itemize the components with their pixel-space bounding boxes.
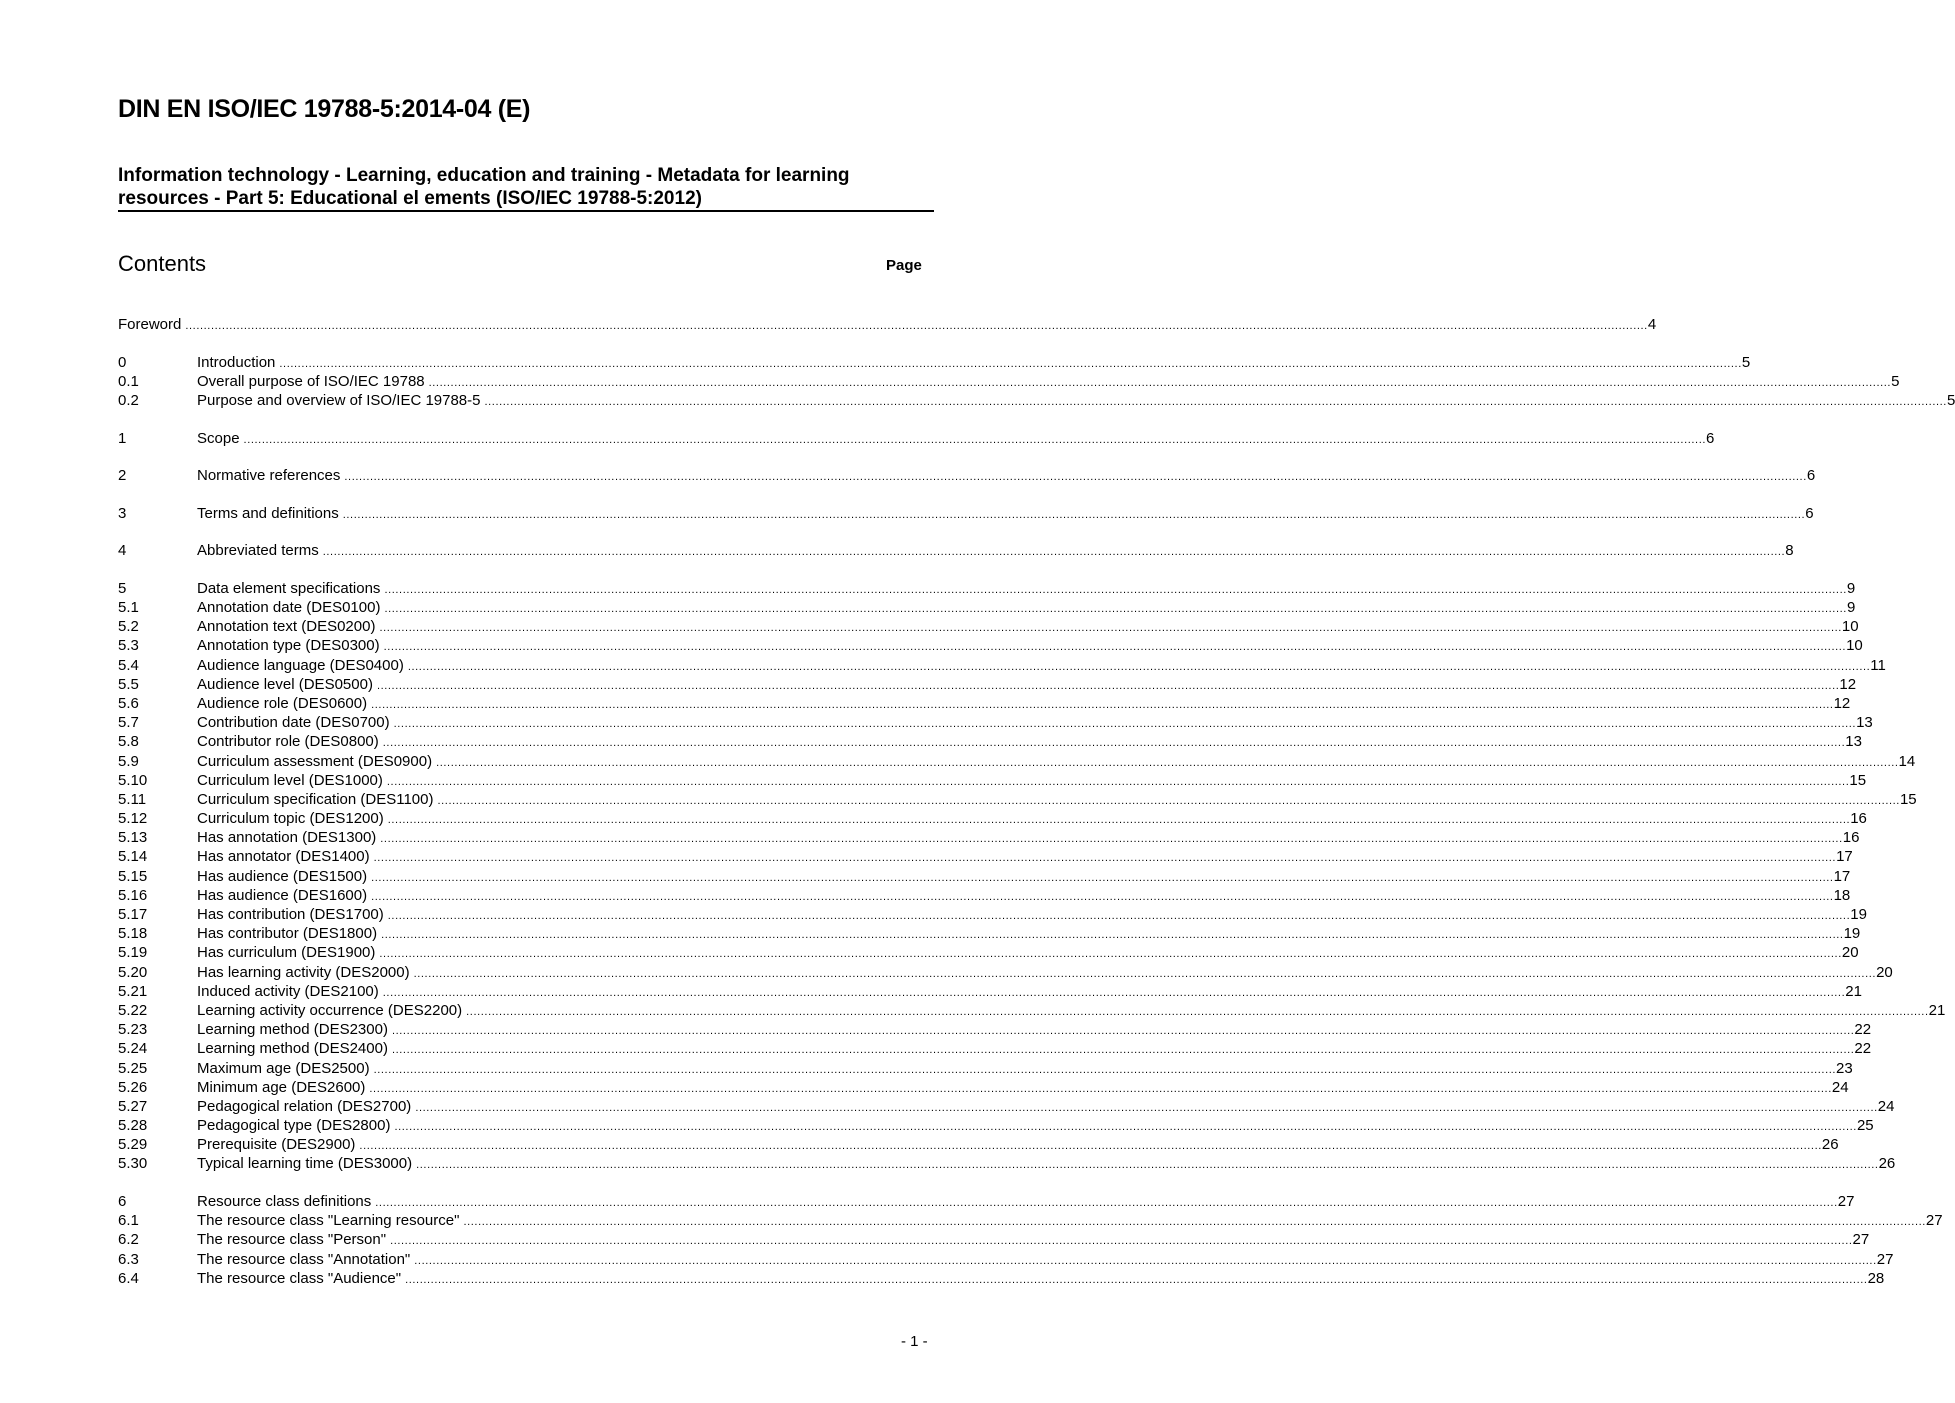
toc-entry[interactable]	[118, 886, 1851, 905]
toc-entry-title: Learning method (DES2300)	[197, 1021, 388, 1039]
toc-entry-number: 5.13	[118, 829, 148, 847]
toc-entry-page: 17	[1833, 867, 1851, 885]
toc-entry-number: 2	[118, 467, 127, 485]
toc-entry-title: Has curriculum (DES1900)	[197, 944, 376, 962]
toc-entry-page: 11	[1870, 656, 1886, 674]
toc-entry[interactable]	[118, 598, 1856, 617]
toc-entry-page: 18	[1833, 886, 1851, 904]
toc-entry-page: 6	[1706, 429, 1715, 447]
dot-leader: ................................................................................................................................................................................................................................................................................................................................................................................................................	[484, 395, 1947, 408]
toc-entry-title: The resource class "Learning resource"	[197, 1212, 460, 1230]
document-subtitle	[118, 164, 918, 210]
toc-entry-page: 8	[1785, 542, 1794, 560]
toc-entry-title: Contributor role (DES0800)	[197, 733, 379, 751]
dot-leader: ................................................................................................................................................................................................................................................................................................................................................................................................................	[380, 833, 1843, 846]
toc-entry-title: The resource class "Person"	[197, 1231, 387, 1249]
toc-entry-title: Purpose and overview of ISO/IEC 19788-5	[197, 391, 481, 409]
toc-entry-title: Typical learning time (DES3000)	[197, 1155, 413, 1173]
dot-leader: ................................................................................................................................................................................................................................................................................................................................................................................................................	[383, 641, 1847, 654]
toc-entry[interactable]	[118, 1116, 1874, 1135]
toc-entry-title: Normative references	[197, 467, 341, 485]
toc-entry-page: 20	[1876, 963, 1893, 981]
toc-entry[interactable]	[118, 847, 1853, 866]
toc-entry-number: 5.2	[118, 618, 139, 636]
toc-entry-number: 5.27	[118, 1097, 148, 1115]
toc-entry[interactable]	[118, 809, 1867, 828]
footer-page-number: - 1 -	[901, 1333, 928, 1350]
toc-entry-number: 5.15	[118, 867, 148, 885]
toc-entry-title: Learning method (DES2400)	[197, 1040, 388, 1058]
toc-entry-title: Contribution date (DES0700)	[197, 714, 390, 732]
toc-entry-foreword[interactable]	[118, 315, 1657, 334]
dot-leader: ................................................................................................................................................................................................................................................................................................................................................................................................................	[415, 1101, 1878, 1114]
toc-entry-title: Audience role (DES0600)	[197, 694, 368, 712]
toc-entry[interactable]	[118, 1192, 1855, 1211]
toc-entry-number: 5.3	[118, 637, 139, 655]
toc-entry-number: 5.29	[118, 1136, 148, 1154]
contents-heading: Contents	[118, 251, 207, 276]
toc-entry[interactable]	[118, 579, 1856, 598]
toc-entry[interactable]	[118, 1097, 1895, 1116]
toc-entry[interactable]	[118, 429, 1715, 448]
dot-leader: ................................................................................................................................................................................................................................................................................................................................................................................................................	[384, 603, 1847, 616]
toc-entry-page: 27	[1852, 1231, 1870, 1249]
toc-entry-page: 24	[1877, 1097, 1895, 1115]
dot-leader: ................................................................................................................................................................................................................................................................................................................................................................................................................	[279, 357, 1742, 370]
toc-entry-number: 6	[118, 1193, 127, 1211]
page-column-label: Page	[886, 257, 922, 274]
toc-entry-title: The resource class "Audience"	[197, 1269, 402, 1287]
toc-entry[interactable]	[118, 943, 1859, 962]
dot-leader: ................................................................................................................................................................................................................................................................................................................................................................................................................	[371, 698, 1834, 711]
dot-leader: ................................................................................................................................................................................................................................................................................................................................................................................................................	[381, 929, 1844, 942]
toc-entry[interactable]	[118, 982, 1862, 1001]
dot-leader: ................................................................................................................................................................................................................................................................................................................................................................................................................	[369, 1082, 1832, 1095]
toc-entry-title: Pedagogical relation (DES2700)	[197, 1097, 412, 1115]
dot-leader: ................................................................................................................................................................................................................................................................................................................................................................................................................	[371, 871, 1834, 884]
toc-entry-number: 5.17	[118, 906, 148, 924]
toc-entry[interactable]	[118, 617, 1859, 636]
toc-entry-title: Has audience (DES1500)	[197, 867, 368, 885]
dot-leader: ................................................................................................................................................................................................................................................................................................................................................................................................................	[405, 1273, 1868, 1286]
toc-entry-title: Learning activity occurrence (DES2200)	[197, 1001, 463, 1019]
toc-entry-title: Foreword	[118, 316, 182, 333]
toc-entry-number: 5.9	[118, 752, 139, 770]
toc-entry-title: Has learning activity (DES2000)	[197, 963, 410, 981]
dot-leader: ................................................................................................................................................................................................................................................................................................................................................................................................................	[391, 1044, 1855, 1057]
toc-entry-number: 0.2	[118, 391, 139, 409]
dot-leader: ................................................................................................................................................................................................................................................................................................................................................................................................................	[436, 756, 1899, 769]
toc-entry-page: 10	[1841, 618, 1859, 636]
toc-entry[interactable]	[118, 1078, 1849, 1097]
toc-entry[interactable]	[118, 391, 1955, 410]
toc-entry-number: 5.7	[118, 714, 139, 732]
toc-entry-page: 12	[1833, 694, 1851, 712]
toc-entry-number: 5.28	[118, 1117, 148, 1135]
toc-entry-page: 14	[1898, 752, 1916, 770]
toc-entry-page: 6	[1806, 467, 1816, 485]
toc-entry-title: Overall purpose of ISO/IEC 19788	[197, 372, 425, 390]
toc-entry-title: Pedagogical type (DES2800)	[197, 1117, 391, 1135]
toc-entry-title: Annotation date (DES0100)	[197, 599, 381, 617]
toc-entry-number: 5.1	[118, 599, 139, 617]
dot-leader: ................................................................................................................................................................................................................................................................................................................................................................................................................	[413, 967, 1877, 980]
dot-leader: ................................................................................................................................................................................................................................................................................................................................................................................................................	[386, 775, 1850, 788]
dot-leader: ................................................................................................................................................................................................................................................................................................................................................................................................................	[428, 376, 1892, 389]
toc-entry[interactable]	[118, 924, 1861, 943]
toc-entry-page: 20	[1841, 944, 1859, 962]
toc-entry-number: 5.25	[118, 1059, 148, 1077]
toc-entry-page: 13	[1845, 733, 1862, 751]
toc-entry-title: Curriculum assessment (DES0900)	[197, 752, 433, 770]
dot-leader: ................................................................................................................................................................................................................................................................................................................................................................................................................	[407, 660, 1871, 673]
toc-entry-page: 22	[1854, 1021, 1872, 1039]
dot-leader: ................................................................................................................................................................................................................................................................................................................................................................................................................	[391, 1025, 1855, 1038]
toc-entry[interactable]	[118, 1230, 1870, 1249]
toc-entry-number: 5.26	[118, 1078, 148, 1096]
toc-entry-number: 5.20	[118, 963, 148, 981]
toc-entry-page: 28	[1867, 1269, 1885, 1287]
toc-entry-page: 13	[1856, 714, 1873, 732]
toc-entry-number: 5.24	[118, 1040, 148, 1058]
toc-entry-page: 19	[1850, 906, 1867, 924]
toc-entry-number: 5.18	[118, 925, 148, 943]
toc-entry-number: 5.5	[118, 675, 139, 693]
toc-entry[interactable]	[118, 466, 1816, 485]
toc-entry[interactable]	[118, 1135, 1839, 1154]
toc-entry-title: The resource class "Annotation"	[197, 1250, 411, 1268]
toc-entry-number: 5.10	[118, 771, 148, 789]
dot-leader: ................................................................................................................................................................................................................................................................................................................................................................................................................	[384, 583, 1847, 596]
toc-entry-page: 5	[1741, 353, 1751, 371]
toc-entry-number: 5.11	[118, 790, 147, 808]
dot-leader: ................................................................................................................................................................................................................................................................................................................................................................................................................	[344, 471, 1807, 484]
toc-entry-number: 6.3	[118, 1250, 139, 1268]
table-of-contents	[118, 315, 1955, 1306]
toc-entry-page: 23	[1836, 1059, 1853, 1077]
toc-entry-number: 5.14	[118, 848, 148, 866]
toc-entry-title: Data element specifications	[197, 579, 381, 597]
dot-leader: ................................................................................................................................................................................................................................................................................................................................................................................................................	[414, 1254, 1877, 1267]
toc-entry-page: 27	[1837, 1193, 1855, 1211]
toc-entry-page: 27	[1925, 1212, 1943, 1230]
toc-entry-title: Has contributor (DES1800)	[197, 925, 378, 943]
toc-entry-page: 21	[1928, 1001, 1946, 1019]
toc-group-0	[118, 353, 1955, 411]
toc-entry-page: 21	[1845, 982, 1862, 1000]
toc-entry-number: 5.4	[118, 656, 139, 674]
toc-group-5	[118, 579, 1946, 1174]
toc-entry-title: Has audience (DES1600)	[197, 886, 368, 904]
document-title: DIN EN ISO/IEC 19788-5:2014-04 (E)	[118, 95, 531, 123]
toc-entry-page: 19	[1843, 925, 1861, 943]
toc-entry-number: 5.16	[118, 886, 148, 904]
toc-entry-title: Curriculum level (DES1000)	[197, 771, 383, 789]
toc-entry-page: 15	[1899, 790, 1917, 808]
toc-entry-page: 12	[1839, 675, 1857, 693]
toc-entry[interactable]	[118, 771, 1867, 790]
toc-group-4	[118, 541, 1794, 560]
toc-entry-title: Has contribution (DES1700)	[197, 906, 384, 924]
dot-leader: ................................................................................................................................................................................................................................................................................................................................................................................................................	[185, 320, 1648, 332]
toc-entry[interactable]	[118, 372, 1900, 391]
toc-entry[interactable]	[118, 732, 1862, 751]
toc-entry-title: Maximum age (DES2500)	[197, 1059, 370, 1077]
dot-leader: ................................................................................................................................................................................................................................................................................................................................................................................................................	[373, 1063, 1837, 1076]
toc-group-foreword	[118, 315, 1657, 334]
toc-entry[interactable]	[118, 1154, 1896, 1173]
dot-leader: ................................................................................................................................................................................................................................................................................................................................................................................................................	[379, 948, 1842, 961]
toc-entry-title: Has annotation (DES1300)	[197, 829, 377, 847]
toc-group-6	[118, 1192, 1943, 1288]
toc-entry-title: Introduction	[197, 353, 276, 371]
toc-entry[interactable]	[118, 752, 1916, 771]
toc-entry-number: 0.1	[118, 372, 139, 390]
toc-entry-page: 4	[1647, 316, 1657, 333]
toc-entry-number: 5.12	[118, 810, 148, 828]
toc-group-1	[118, 429, 1715, 448]
dot-leader: ................................................................................................................................................................................................................................................................................................................................................................................................................	[466, 1005, 1929, 1018]
toc-entry[interactable]	[118, 1211, 1943, 1230]
toc-entry[interactable]	[118, 1059, 1853, 1078]
toc-entry-page: 24	[1831, 1078, 1849, 1096]
toc-entry[interactable]	[118, 1001, 1946, 1020]
toc-entry[interactable]	[118, 713, 1873, 732]
dot-leader: ................................................................................................................................................................................................................................................................................................................................................................................................................	[373, 852, 1837, 865]
dot-leader: ................................................................................................................................................................................................................................................................................................................................................................................................................	[463, 1216, 1926, 1229]
toc-entry[interactable]	[118, 828, 1860, 847]
toc-entry[interactable]	[118, 541, 1794, 560]
toc-entry[interactable]	[118, 353, 1751, 372]
toc-entry-page: 15	[1849, 771, 1867, 789]
toc-entry-title: Resource class definitions	[197, 1193, 372, 1211]
toc-entry-title: Annotation type (DES0300)	[197, 637, 380, 655]
toc-entry-page: 22	[1854, 1040, 1872, 1058]
toc-entry-title: Curriculum topic (DES1200)	[197, 810, 384, 828]
toc-entry-number: 5.22	[118, 1001, 148, 1019]
toc-entry-page: 10	[1846, 637, 1863, 655]
toc-entry-page: 26	[1821, 1136, 1839, 1154]
dot-leader: ................................................................................................................................................................................................................................................................................................................................................................................................................	[243, 433, 1707, 446]
toc-entry[interactable]	[118, 1269, 1885, 1288]
toc-entry[interactable]	[118, 963, 1893, 982]
toc-entry-title: Prerequisite (DES2900)	[197, 1136, 356, 1154]
dot-leader: ................................................................................................................................................................................................................................................................................................................................................................................................................	[375, 1197, 1838, 1210]
toc-entry-page: 26	[1878, 1155, 1896, 1173]
toc-entry-number: 6.4	[118, 1269, 139, 1287]
toc-entry-number: 1	[118, 429, 127, 447]
toc-entry-number: 5.6	[118, 694, 139, 712]
toc-entry-number: 5.23	[118, 1021, 148, 1039]
dot-leader: ................................................................................................................................................................................................................................................................................................................................................................................................................	[376, 679, 1840, 692]
dot-leader: ................................................................................................................................................................................................................................................................................................................................................................................................................	[382, 986, 1846, 999]
toc-entry-title: Annotation text (DES0200)	[197, 618, 376, 636]
toc-entry[interactable]	[118, 905, 1867, 924]
toc-entry-page: 5	[1891, 372, 1900, 390]
dot-leader: ................................................................................................................................................................................................................................................................................................................................................................................................................	[382, 737, 1846, 750]
toc-entry-page: 9	[1846, 599, 1856, 617]
toc-entry-number: 5	[118, 579, 127, 597]
toc-entry-title: Audience level (DES0500)	[197, 675, 373, 693]
toc-entry-title: Minimum age (DES2600)	[197, 1078, 366, 1096]
toc-entry-number: 5.8	[118, 733, 139, 751]
dot-leader: ................................................................................................................................................................................................................................................................................................................................................................................................................	[359, 1140, 1822, 1153]
toc-entry-number: 5.21	[118, 982, 148, 1000]
toc-entry-title: Abbreviated terms	[197, 542, 319, 560]
dot-leader: ................................................................................................................................................................................................................................................................................................................................................................................................................	[393, 718, 1857, 731]
toc-group-3	[118, 504, 1814, 523]
toc-entry-number: 4	[118, 542, 127, 560]
toc-entry[interactable]	[118, 504, 1814, 523]
toc-entry-page: 17	[1836, 848, 1853, 866]
toc-group-2	[118, 466, 1816, 485]
title-divider	[118, 210, 934, 212]
subtitle-line-1: Information technology - Learning, education and training - Metadata for learning	[118, 165, 850, 186]
dot-leader: ................................................................................................................................................................................................................................................................................................................................................................................................................	[390, 1235, 1853, 1248]
dot-leader: ................................................................................................................................................................................................................................................................................................................................................................................................................	[387, 910, 1851, 923]
toc-entry-page: 9	[1846, 579, 1856, 597]
dot-leader: ................................................................................................................................................................................................................................................................................................................................................................................................................	[437, 794, 1900, 807]
toc-entry-title: Scope	[197, 429, 240, 447]
toc-entry-number: 5.30	[118, 1155, 148, 1173]
dot-leader: ................................................................................................................................................................................................................................................................................................................................................................................................................	[371, 890, 1834, 903]
toc-entry[interactable]	[118, 675, 1857, 694]
toc-entry-number: 3	[118, 504, 127, 522]
toc-entry[interactable]	[118, 1039, 1872, 1058]
toc-entry-number: 0	[118, 353, 127, 371]
toc-entry[interactable]	[118, 1020, 1872, 1039]
dot-leader: ................................................................................................................................................................................................................................................................................................................................................................................................................	[322, 546, 1786, 559]
toc-entry-page: 16	[1850, 810, 1867, 828]
toc-entry-number: 5.19	[118, 944, 148, 962]
toc-entry-number: 6.1	[118, 1212, 139, 1230]
toc-entry[interactable]	[118, 867, 1851, 886]
toc-entry-page: 27	[1876, 1250, 1894, 1268]
dot-leader: ................................................................................................................................................................................................................................................................................................................................................................................................................	[379, 622, 1842, 635]
toc-entry[interactable]	[118, 790, 1917, 809]
toc-entry-number: 6.2	[118, 1231, 139, 1249]
toc-entry[interactable]	[118, 694, 1851, 713]
toc-entry-page: 16	[1842, 829, 1860, 847]
toc-entry-title: Audience language (DES0400)	[197, 656, 404, 674]
toc-entry-title: Curriculum specification (DES1100)	[197, 790, 434, 808]
dot-leader: ................................................................................................................................................................................................................................................................................................................................................................................................................	[416, 1159, 1879, 1172]
toc-entry-title: Induced activity (DES2100)	[197, 982, 379, 1000]
toc-entry[interactable]	[118, 1250, 1894, 1269]
toc-entry-title: Terms and definitions	[197, 504, 339, 522]
toc-entry-page: 6	[1805, 504, 1814, 522]
toc-entry[interactable]	[118, 656, 1886, 675]
dot-leader: ................................................................................................................................................................................................................................................................................................................................................................................................................	[394, 1121, 1857, 1134]
toc-entry[interactable]	[118, 636, 1863, 655]
dot-leader: ................................................................................................................................................................................................................................................................................................................................................................................................................	[387, 814, 1851, 827]
subtitle-line-2: resources - Part 5: Educational el ements (ISO/IEC 19788-5:2012)	[118, 188, 702, 209]
toc-entry-page: 25	[1856, 1117, 1874, 1135]
toc-entry-title: Has annotator (DES1400)	[197, 848, 370, 866]
dot-leader: ................................................................................................................................................................................................................................................................................................................................................................................................................	[342, 508, 1806, 521]
toc-entry-page: 5	[1946, 391, 1955, 409]
